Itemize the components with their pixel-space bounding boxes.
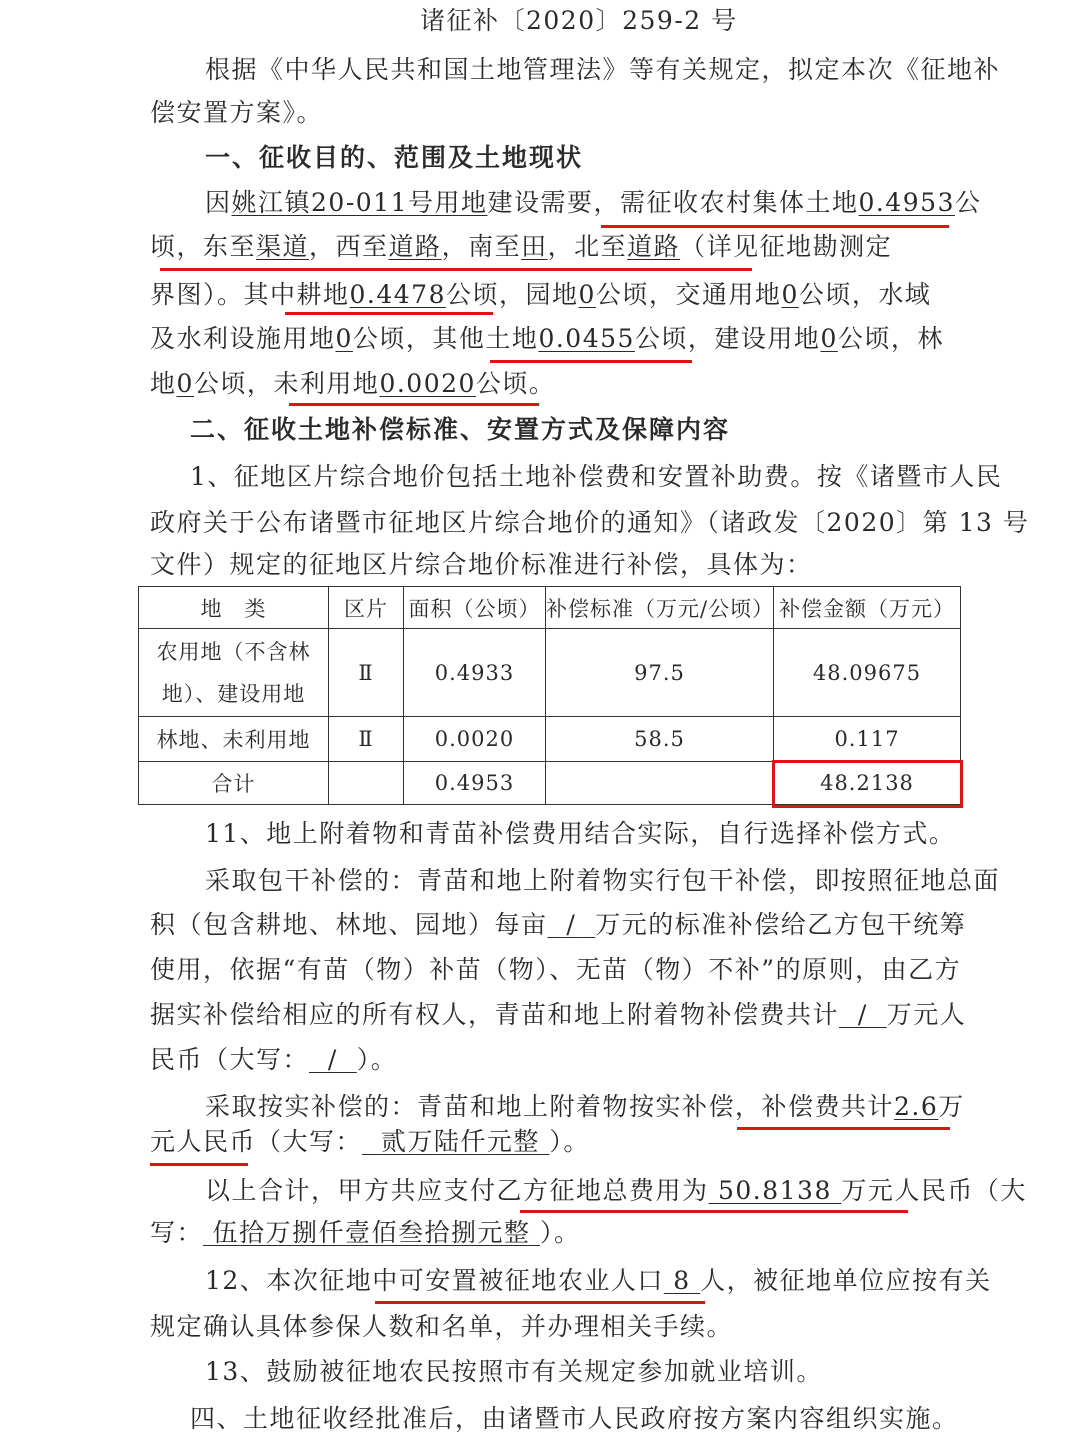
table-row xyxy=(139,629,961,717)
annotation-underline xyxy=(160,268,752,271)
annotation-underline xyxy=(490,360,692,363)
construction-area: 0 xyxy=(820,324,838,353)
sec1-line-1 xyxy=(205,188,982,218)
text: 公顷，其他土地 xyxy=(352,324,539,353)
text: 顷，东至 xyxy=(150,232,257,261)
cell-rate: 58.5 xyxy=(546,717,774,762)
value: / xyxy=(857,1000,868,1029)
east-boundary: 渠道 xyxy=(256,232,310,261)
text: 以上合计，甲方共应支付乙方征地总费用为 xyxy=(205,1176,709,1205)
text: 公顷，未利用地 xyxy=(193,369,380,398)
cell-total-zone xyxy=(329,762,404,805)
sum-amount-cn xyxy=(203,1218,540,1247)
cell-text: 地）、建设用地 xyxy=(161,681,306,706)
text: 万元人民币（大 xyxy=(841,1176,1027,1205)
actual-amount-cn xyxy=(362,1127,549,1156)
text: 写： xyxy=(150,1218,204,1247)
text: 及水利设施用地 xyxy=(150,324,336,353)
lump-line-5 xyxy=(150,1045,397,1075)
text: 12、本次征地中可安置被征地农业人口 xyxy=(205,1266,664,1295)
paragraph-12-line-1 xyxy=(205,1266,992,1296)
project-name: 姚江镇20-011号用地 xyxy=(231,188,488,217)
annotation-underline xyxy=(737,1127,950,1130)
total-amount-highlight-box xyxy=(772,760,963,808)
value: 50.8138 xyxy=(717,1176,832,1205)
annotation-underline xyxy=(375,1301,705,1304)
sum-line-1 xyxy=(205,1176,1027,1206)
text: ）。 xyxy=(539,1218,581,1247)
value: / xyxy=(327,1045,338,1074)
text: 公顷，交通用地 xyxy=(595,280,782,309)
text: ）。 xyxy=(356,1045,398,1074)
lump-line-4 xyxy=(150,1000,966,1030)
water-area: 0 xyxy=(335,324,353,353)
text: 元人民币（大写： xyxy=(150,1127,363,1156)
unused-land-area: 0.0020 xyxy=(379,369,476,398)
text: 建设需要，需征收农村集体土地 xyxy=(487,188,859,217)
value: / xyxy=(566,910,577,939)
text: 公 xyxy=(955,188,982,217)
text: 公顷，林 xyxy=(837,324,944,353)
section-4: 四、土地征收经批准后，由诸暨市人民政府按方案内容组织实施。 xyxy=(190,1404,959,1433)
cell-amount: 0.117 xyxy=(774,717,961,762)
text: ，西至 xyxy=(309,232,389,261)
paragraph-12-line-2: 规定确认具体参保人数和名单，并办理相关手续。 xyxy=(150,1312,734,1341)
text: ，南至 xyxy=(441,232,522,261)
cell-total-label: 合计 xyxy=(139,762,329,805)
cell-total-amount: 48.2138 xyxy=(774,762,961,805)
cell-rate: 97.5 xyxy=(546,629,774,717)
annotation-underline xyxy=(289,403,539,406)
sec1-line-3 xyxy=(150,280,931,310)
annotation-underline xyxy=(150,1163,248,1166)
annotation-underline xyxy=(601,225,949,228)
section-1-heading: 一、征收目的、范围及土地现状 xyxy=(205,143,584,172)
sec2-p1-line-1: 1、征地区片综合地价包括土地补偿费和安置补助费。按《诸暨市人民 xyxy=(190,462,1003,491)
text: 公顷，园地 xyxy=(446,280,579,309)
garden-area: 0 xyxy=(578,280,596,309)
total-area: 0.4953 xyxy=(858,188,955,217)
traffic-area: 0 xyxy=(781,280,799,309)
text: ，北至 xyxy=(547,232,628,261)
other-land-area: 0.0455 xyxy=(538,324,635,353)
cell-text: 农用地（不含林 xyxy=(156,639,311,664)
cell-amount: 48.09675 xyxy=(774,629,961,717)
text: 万元的标准补偿给乙方包干统筹 xyxy=(595,910,967,939)
doc-number: 诸征补〔2020〕259-2 号 xyxy=(420,6,738,35)
intro-line-2: 偿安置方案》。 xyxy=(150,98,324,127)
lump-line-3: 使用，依据“有苗（物）补苗（物）、无苗（物）不补”的原则，由乙方 xyxy=(150,955,962,984)
text: 采取按实补偿的：青苗和地上附着物按实补偿，补偿费共计 xyxy=(205,1092,895,1121)
sec1-line-5 xyxy=(150,369,555,399)
header-land-type: 地 类 xyxy=(139,587,329,629)
text: ）。 xyxy=(549,1127,590,1156)
cell-total-rate xyxy=(546,762,774,805)
sum-line-2 xyxy=(150,1218,580,1248)
text: 界图）。其中耕地 xyxy=(150,280,350,309)
text: 万元人 xyxy=(886,1000,967,1029)
lump-total-cn xyxy=(309,1045,357,1074)
annotation-underline xyxy=(520,1210,908,1213)
paragraph-13: 13、鼓励被征地农民按照市有关规定参加就业培训。 xyxy=(205,1357,823,1386)
sum-amount xyxy=(709,1176,842,1205)
sec2-p1-line-3: 文件）规定的征地区片综合地价标准进行补偿，具体为： xyxy=(150,550,813,579)
actual-amount: 2.6 xyxy=(894,1092,939,1121)
farmland-area: 0.4478 xyxy=(349,280,446,309)
sec1-line-4 xyxy=(150,324,944,354)
west-boundary: 道路 xyxy=(388,232,442,261)
text: 人，被征地单位应按有关 xyxy=(700,1266,992,1295)
value: 8 xyxy=(673,1266,691,1295)
intro-line-1: 根据《中华人民共和国土地管理法》等有关规定，拟定本次《征地补 xyxy=(205,55,1001,84)
forest-area: 0 xyxy=(176,369,194,398)
header-zone: 区片 xyxy=(329,587,404,629)
cell-area: 0.0020 xyxy=(404,717,546,762)
text: 据实补偿给相应的所有权人，青苗和地上附着物补偿费共计 xyxy=(150,1000,840,1029)
section-2-heading: 二、征收土地补偿标准、安置方式及保障内容 xyxy=(190,415,731,444)
cell-land-type: 林地、未利用地 xyxy=(139,717,329,762)
value: 贰万陆仟元整 xyxy=(380,1127,540,1156)
south-boundary: 田 xyxy=(521,232,548,261)
per-mu-amount xyxy=(548,910,596,939)
paragraph-11: 11、地上附着物和青苗补偿费用结合实际，自行选择补偿方式。 xyxy=(205,819,956,848)
lump-line-2 xyxy=(150,910,966,940)
lump-line-1: 采取包干补偿的：青苗和地上附着物实行包干补偿，即按照征地总面 xyxy=(205,866,1001,895)
text: 公顷，建设用地 xyxy=(634,324,821,353)
sec1-line-2 xyxy=(150,232,892,262)
text: 万 xyxy=(938,1092,965,1121)
sec2-p1-line-2: 政府关于公布诸暨市征地区片综合地价的通知》（诸政发〔2020〕第 13 号 xyxy=(150,508,1030,537)
text: 地 xyxy=(150,369,177,398)
annotation-underline xyxy=(285,312,493,315)
north-boundary: 道路 xyxy=(627,232,681,261)
cell-land-type xyxy=(139,629,329,717)
header-amount: 补偿金额（万元） xyxy=(774,587,961,629)
text: 因 xyxy=(205,188,232,217)
cell-zone: Ⅱ xyxy=(329,717,404,762)
text: 公顷，水域 xyxy=(798,280,932,309)
header-area: 面积（公顷） xyxy=(404,587,546,629)
header-rate: 补偿标准（万元/公顷） xyxy=(546,587,774,629)
text: 公顷。 xyxy=(475,369,556,398)
cell-area: 0.4933 xyxy=(404,629,546,717)
lump-total xyxy=(839,1000,887,1029)
actual-line-1 xyxy=(205,1092,965,1122)
cell-zone: Ⅱ xyxy=(329,629,404,717)
text: 积（包含耕地、林地、园地）每亩 xyxy=(150,910,548,939)
table-row xyxy=(139,717,961,762)
table-header-row xyxy=(139,587,961,629)
cell-total-area: 0.4953 xyxy=(404,762,546,805)
text: （详见征地勘测定 xyxy=(680,232,893,261)
value: 伍拾万捌仟壹佰叁拾捌元整 xyxy=(212,1218,531,1247)
text: 民币（大写： xyxy=(150,1045,310,1074)
actual-line-2 xyxy=(150,1127,590,1157)
resettle-people xyxy=(664,1266,700,1295)
